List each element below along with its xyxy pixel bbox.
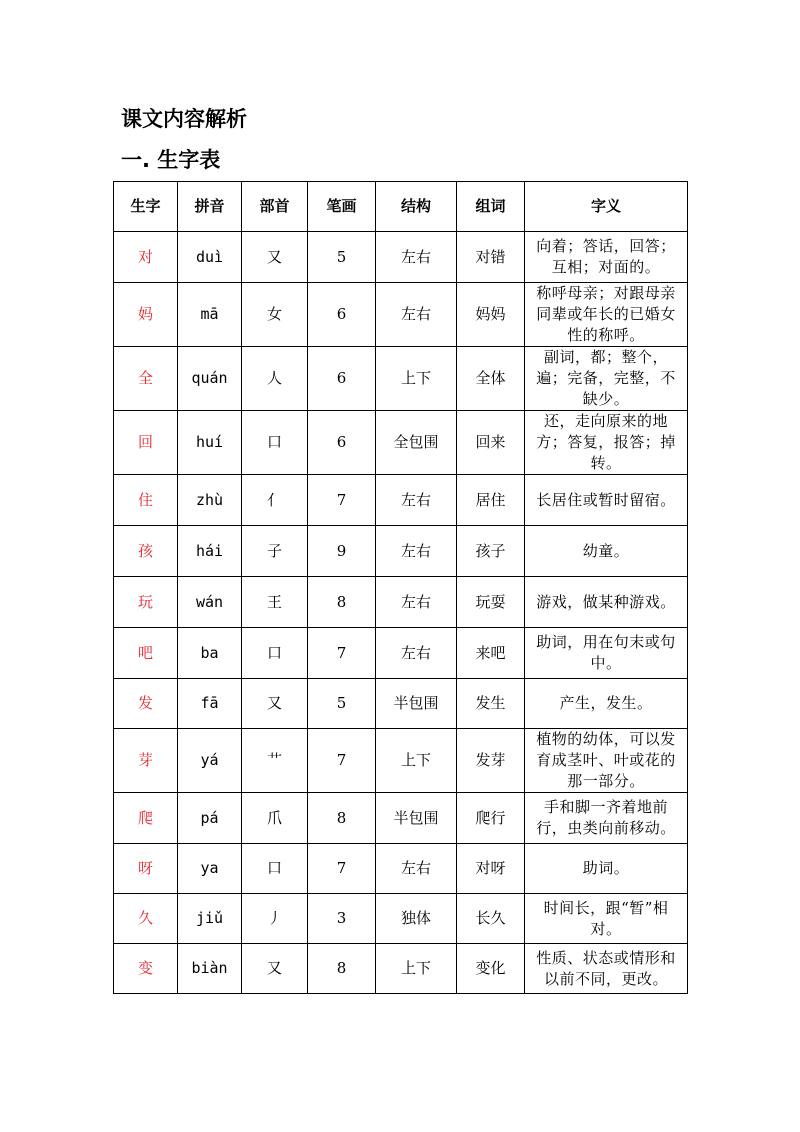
radical-cell: 爪	[242, 793, 308, 844]
radical-cell: 子	[242, 526, 308, 577]
char-cell: 对	[114, 232, 178, 283]
meaning-cell: 性质、状态或情形和以前不同，更改。	[525, 944, 688, 994]
radical-cell: 又	[242, 679, 308, 729]
pinyin-cell: quán	[178, 347, 242, 411]
pinyin-cell: biàn	[178, 944, 242, 994]
structure-cell: 左右	[376, 475, 457, 526]
header-strokes: 笔画	[308, 182, 376, 232]
strokes-cell: 5	[308, 679, 376, 729]
page-title: 课文内容解析	[121, 107, 247, 131]
word-cell: 妈妈	[457, 283, 525, 347]
structure-cell: 全包围	[376, 411, 457, 475]
char-cell: 发	[114, 679, 178, 729]
strokes-cell: 8	[308, 577, 376, 628]
strokes-cell: 6	[308, 411, 376, 475]
meaning-cell: 向着；答话，回答；互相；对面的。	[525, 232, 688, 283]
word-cell: 发生	[457, 679, 525, 729]
header-radical: 部首	[242, 182, 308, 232]
pinyin-cell: duì	[178, 232, 242, 283]
pinyin-cell: ya	[178, 844, 242, 894]
word-cell: 对错	[457, 232, 525, 283]
structure-cell: 上下	[376, 347, 457, 411]
word-cell: 来吧	[457, 628, 525, 679]
strokes-cell: 6	[308, 347, 376, 411]
pinyin-cell: jiǔ	[178, 894, 242, 944]
radical-cell: 又	[242, 232, 308, 283]
table-header-row	[114, 182, 688, 232]
pinyin-cell: mā	[178, 283, 242, 347]
radical-cell: 人	[242, 347, 308, 411]
structure-cell: 左右	[376, 232, 457, 283]
strokes-cell: 9	[308, 526, 376, 577]
char-cell: 回	[114, 411, 178, 475]
structure-cell: 左右	[376, 577, 457, 628]
table-row	[114, 232, 688, 283]
word-cell: 发芽	[457, 729, 525, 793]
word-cell: 全体	[457, 347, 525, 411]
char-cell: 玩	[114, 577, 178, 628]
char-cell: 妈	[114, 283, 178, 347]
pinyin-cell: wán	[178, 577, 242, 628]
char-cell: 变	[114, 944, 178, 994]
meaning-cell: 助词。	[525, 844, 688, 894]
char-cell: 爬	[114, 793, 178, 844]
table-row	[114, 944, 688, 994]
radical-cell: 口	[242, 844, 308, 894]
strokes-cell: 7	[308, 628, 376, 679]
structure-cell: 半包围	[376, 679, 457, 729]
pinyin-cell: yá	[178, 729, 242, 793]
structure-cell: 半包围	[376, 793, 457, 844]
radical-cell: 亻	[242, 475, 308, 526]
pinyin-cell: huí	[178, 411, 242, 475]
structure-cell: 左右	[376, 526, 457, 577]
strokes-cell: 7	[308, 844, 376, 894]
structure-cell: 上下	[376, 944, 457, 994]
strokes-cell: 6	[308, 283, 376, 347]
pinyin-cell: hái	[178, 526, 242, 577]
table-row	[114, 844, 688, 894]
strokes-cell: 3	[308, 894, 376, 944]
pinyin-cell: pá	[178, 793, 242, 844]
table-row	[114, 679, 688, 729]
char-cell: 呀	[114, 844, 178, 894]
meaning-cell: 手和脚一齐着地前行，虫类向前移动。	[525, 793, 688, 844]
meaning-cell: 幼童。	[525, 526, 688, 577]
word-cell: 爬行	[457, 793, 525, 844]
meaning-cell: 助词，用在句末或句中。	[525, 628, 688, 679]
section-title: 一. 生字表	[121, 148, 221, 172]
radical-cell: 口	[242, 628, 308, 679]
strokes-cell: 7	[308, 475, 376, 526]
word-cell: 玩耍	[457, 577, 525, 628]
table-row	[114, 475, 688, 526]
char-cell: 久	[114, 894, 178, 944]
meaning-cell: 还，走向原来的地方；答复，报答；掉转。	[525, 411, 688, 475]
word-cell: 回来	[457, 411, 525, 475]
radical-cell: 又	[242, 944, 308, 994]
structure-cell: 左右	[376, 283, 457, 347]
pinyin-cell: fā	[178, 679, 242, 729]
header-meaning: 字义	[525, 182, 688, 232]
char-cell: 芽	[114, 729, 178, 793]
radical-cell: 王	[242, 577, 308, 628]
meaning-cell: 植物的幼体，可以发育成茎叶、叶或花的那一部分。	[525, 729, 688, 793]
table-row	[114, 793, 688, 844]
radical-cell: 丿	[242, 894, 308, 944]
pinyin-cell: zhù	[178, 475, 242, 526]
radical-cell: 女	[242, 283, 308, 347]
character-table	[113, 181, 688, 994]
table-row	[114, 526, 688, 577]
structure-cell: 左右	[376, 628, 457, 679]
char-cell: 孩	[114, 526, 178, 577]
header-pinyin: 拼音	[178, 182, 242, 232]
table-row	[114, 628, 688, 679]
structure-cell: 独体	[376, 894, 457, 944]
table-row	[114, 347, 688, 411]
header-word: 组词	[457, 182, 525, 232]
word-cell: 长久	[457, 894, 525, 944]
strokes-cell: 8	[308, 944, 376, 994]
strokes-cell: 7	[308, 729, 376, 793]
table-row	[114, 894, 688, 944]
meaning-cell: 长居住或暂时留宿。	[525, 475, 688, 526]
table-row	[114, 411, 688, 475]
word-cell: 对呀	[457, 844, 525, 894]
radical-cell: 艹	[242, 729, 308, 793]
meaning-cell: 称呼母亲；对跟母亲同辈或年长的已婚女性的称呼。	[525, 283, 688, 347]
header-structure: 结构	[376, 182, 457, 232]
word-cell: 变化	[457, 944, 525, 994]
word-cell: 居住	[457, 475, 525, 526]
meaning-cell: 时间长，跟“暂”相对。	[525, 894, 688, 944]
word-cell: 孩子	[457, 526, 525, 577]
table-row	[114, 729, 688, 793]
table-row	[114, 283, 688, 347]
structure-cell: 左右	[376, 844, 457, 894]
meaning-cell: 游戏，做某种游戏。	[525, 577, 688, 628]
pinyin-cell: ba	[178, 628, 242, 679]
radical-cell: 口	[242, 411, 308, 475]
table-row	[114, 577, 688, 628]
char-cell: 全	[114, 347, 178, 411]
meaning-cell: 产生，发生。	[525, 679, 688, 729]
char-cell: 吧	[114, 628, 178, 679]
char-cell: 住	[114, 475, 178, 526]
strokes-cell: 8	[308, 793, 376, 844]
meaning-cell: 副词，都；整个，遍；完备，完整，不缺少。	[525, 347, 688, 411]
header-char: 生字	[114, 182, 178, 232]
structure-cell: 上下	[376, 729, 457, 793]
strokes-cell: 5	[308, 232, 376, 283]
